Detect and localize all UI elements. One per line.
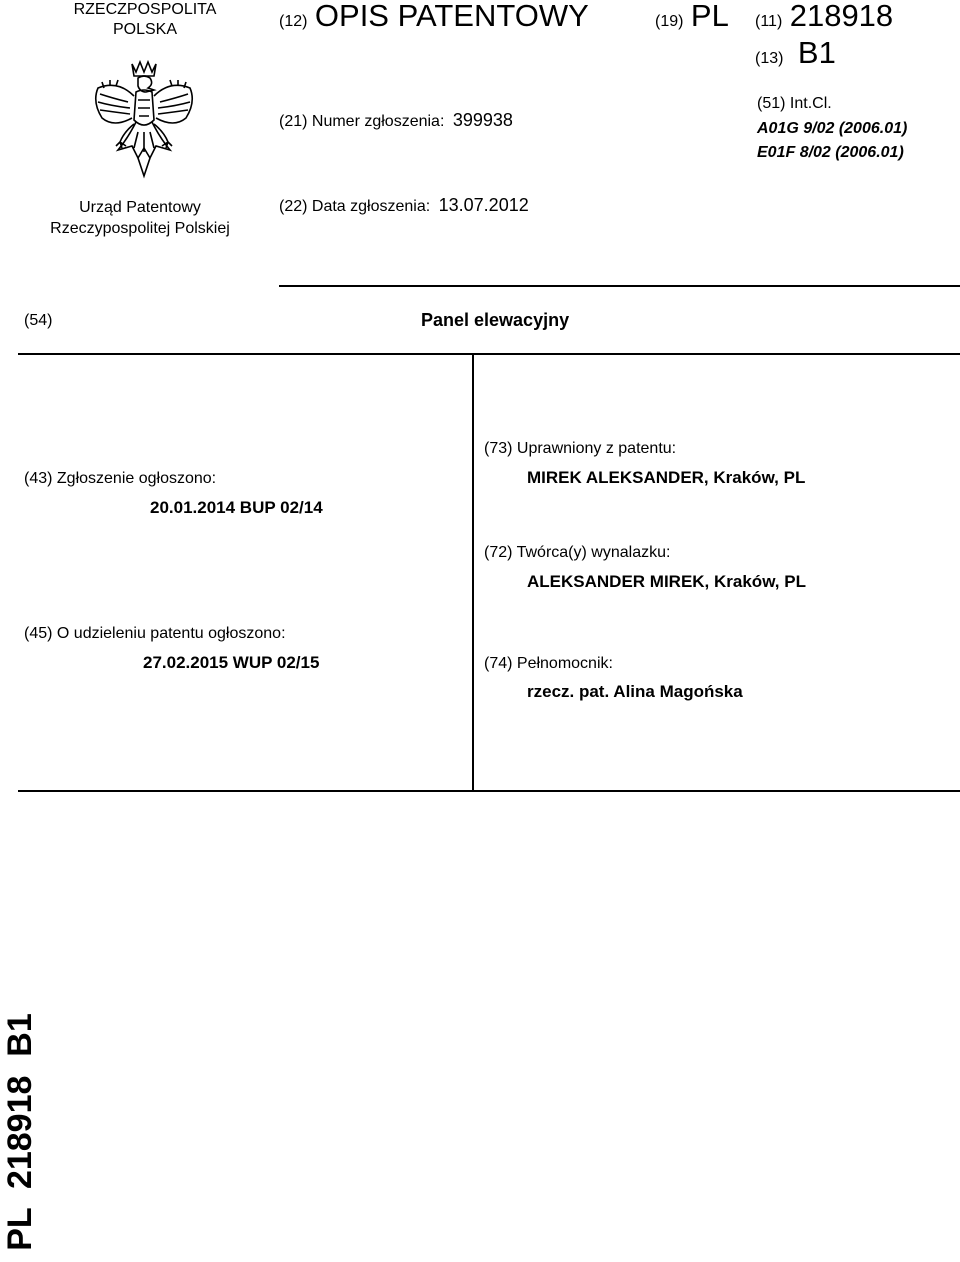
filing-date-value: 13.07.2012 xyxy=(438,195,529,215)
announcement-label: (43) Zgłoszenie ogłoszono: xyxy=(24,470,217,487)
column-divider xyxy=(472,353,474,791)
country-line-2: POLSKA xyxy=(112,21,178,38)
intcl-label: (51) Int.Cl. xyxy=(757,95,832,112)
kind-code-value: B1 xyxy=(797,35,836,70)
country-code xyxy=(655,0,729,34)
announcement-value: 20.01.2014 BUP 02/14 xyxy=(150,498,323,517)
patent-number-label: (11) xyxy=(755,13,783,30)
office-name xyxy=(20,197,260,239)
intcl-entry: A01G 9/02 (2006.01) xyxy=(757,120,908,137)
office-line-2: Rzeczypospolitej Polskiej xyxy=(50,220,230,237)
polish-eagle-emblem-icon xyxy=(88,58,200,180)
patent-number xyxy=(755,0,893,34)
application-number-value: 399938 xyxy=(452,110,513,130)
country-code-value: PL xyxy=(690,0,729,33)
filing-date xyxy=(279,195,529,216)
title-bottom-rule xyxy=(18,353,960,355)
grant-value: 27.02.2015 WUP 02/15 xyxy=(143,653,320,672)
filing-date-label: (22) Data zgłoszenia: xyxy=(279,198,431,215)
owner-value: MIREK ALEKSANDER, Kraków, PL xyxy=(527,468,806,487)
patent-number-value: 218918 xyxy=(789,0,894,33)
application-number-label: (21) Numer zgłoszenia: xyxy=(279,113,445,130)
intcl-entry: E01F 8/02 (2006.01) xyxy=(757,144,904,161)
section-bottom-rule xyxy=(18,790,960,792)
country-name xyxy=(0,0,290,40)
attorney-value: rzecz. pat. Alina Magońska xyxy=(527,682,743,701)
grant-label: (45) O udzieleniu patentu ogłoszono: xyxy=(24,625,286,642)
kind-code xyxy=(755,35,836,71)
country-code-label: (19) xyxy=(655,13,684,30)
title-code: (54) xyxy=(24,312,53,329)
country-line-1: RZECZPOSPOLITA xyxy=(73,1,217,18)
kind-code-label: (13) xyxy=(755,50,784,67)
document-type xyxy=(279,0,589,34)
document-type-code: (12) xyxy=(279,13,308,30)
attorney-label: (74) Pełnomocnik: xyxy=(484,655,613,672)
owner-label: (73) Uprawniony z patentu: xyxy=(484,440,677,457)
inventor-value: ALEKSANDER MIREK, Kraków, PL xyxy=(527,572,806,591)
application-number xyxy=(279,110,513,131)
side-patent-id: PL 218918 B1 xyxy=(1,1013,39,1251)
inventor-label: (72) Twórca(y) wynalazku: xyxy=(484,544,671,561)
invention-title: Panel elewacyjny xyxy=(421,310,570,330)
document-type-text: OPIS PATENTOWY xyxy=(314,0,589,33)
office-line-1: Urząd Patentowy xyxy=(79,199,201,216)
title-top-rule xyxy=(279,285,960,287)
